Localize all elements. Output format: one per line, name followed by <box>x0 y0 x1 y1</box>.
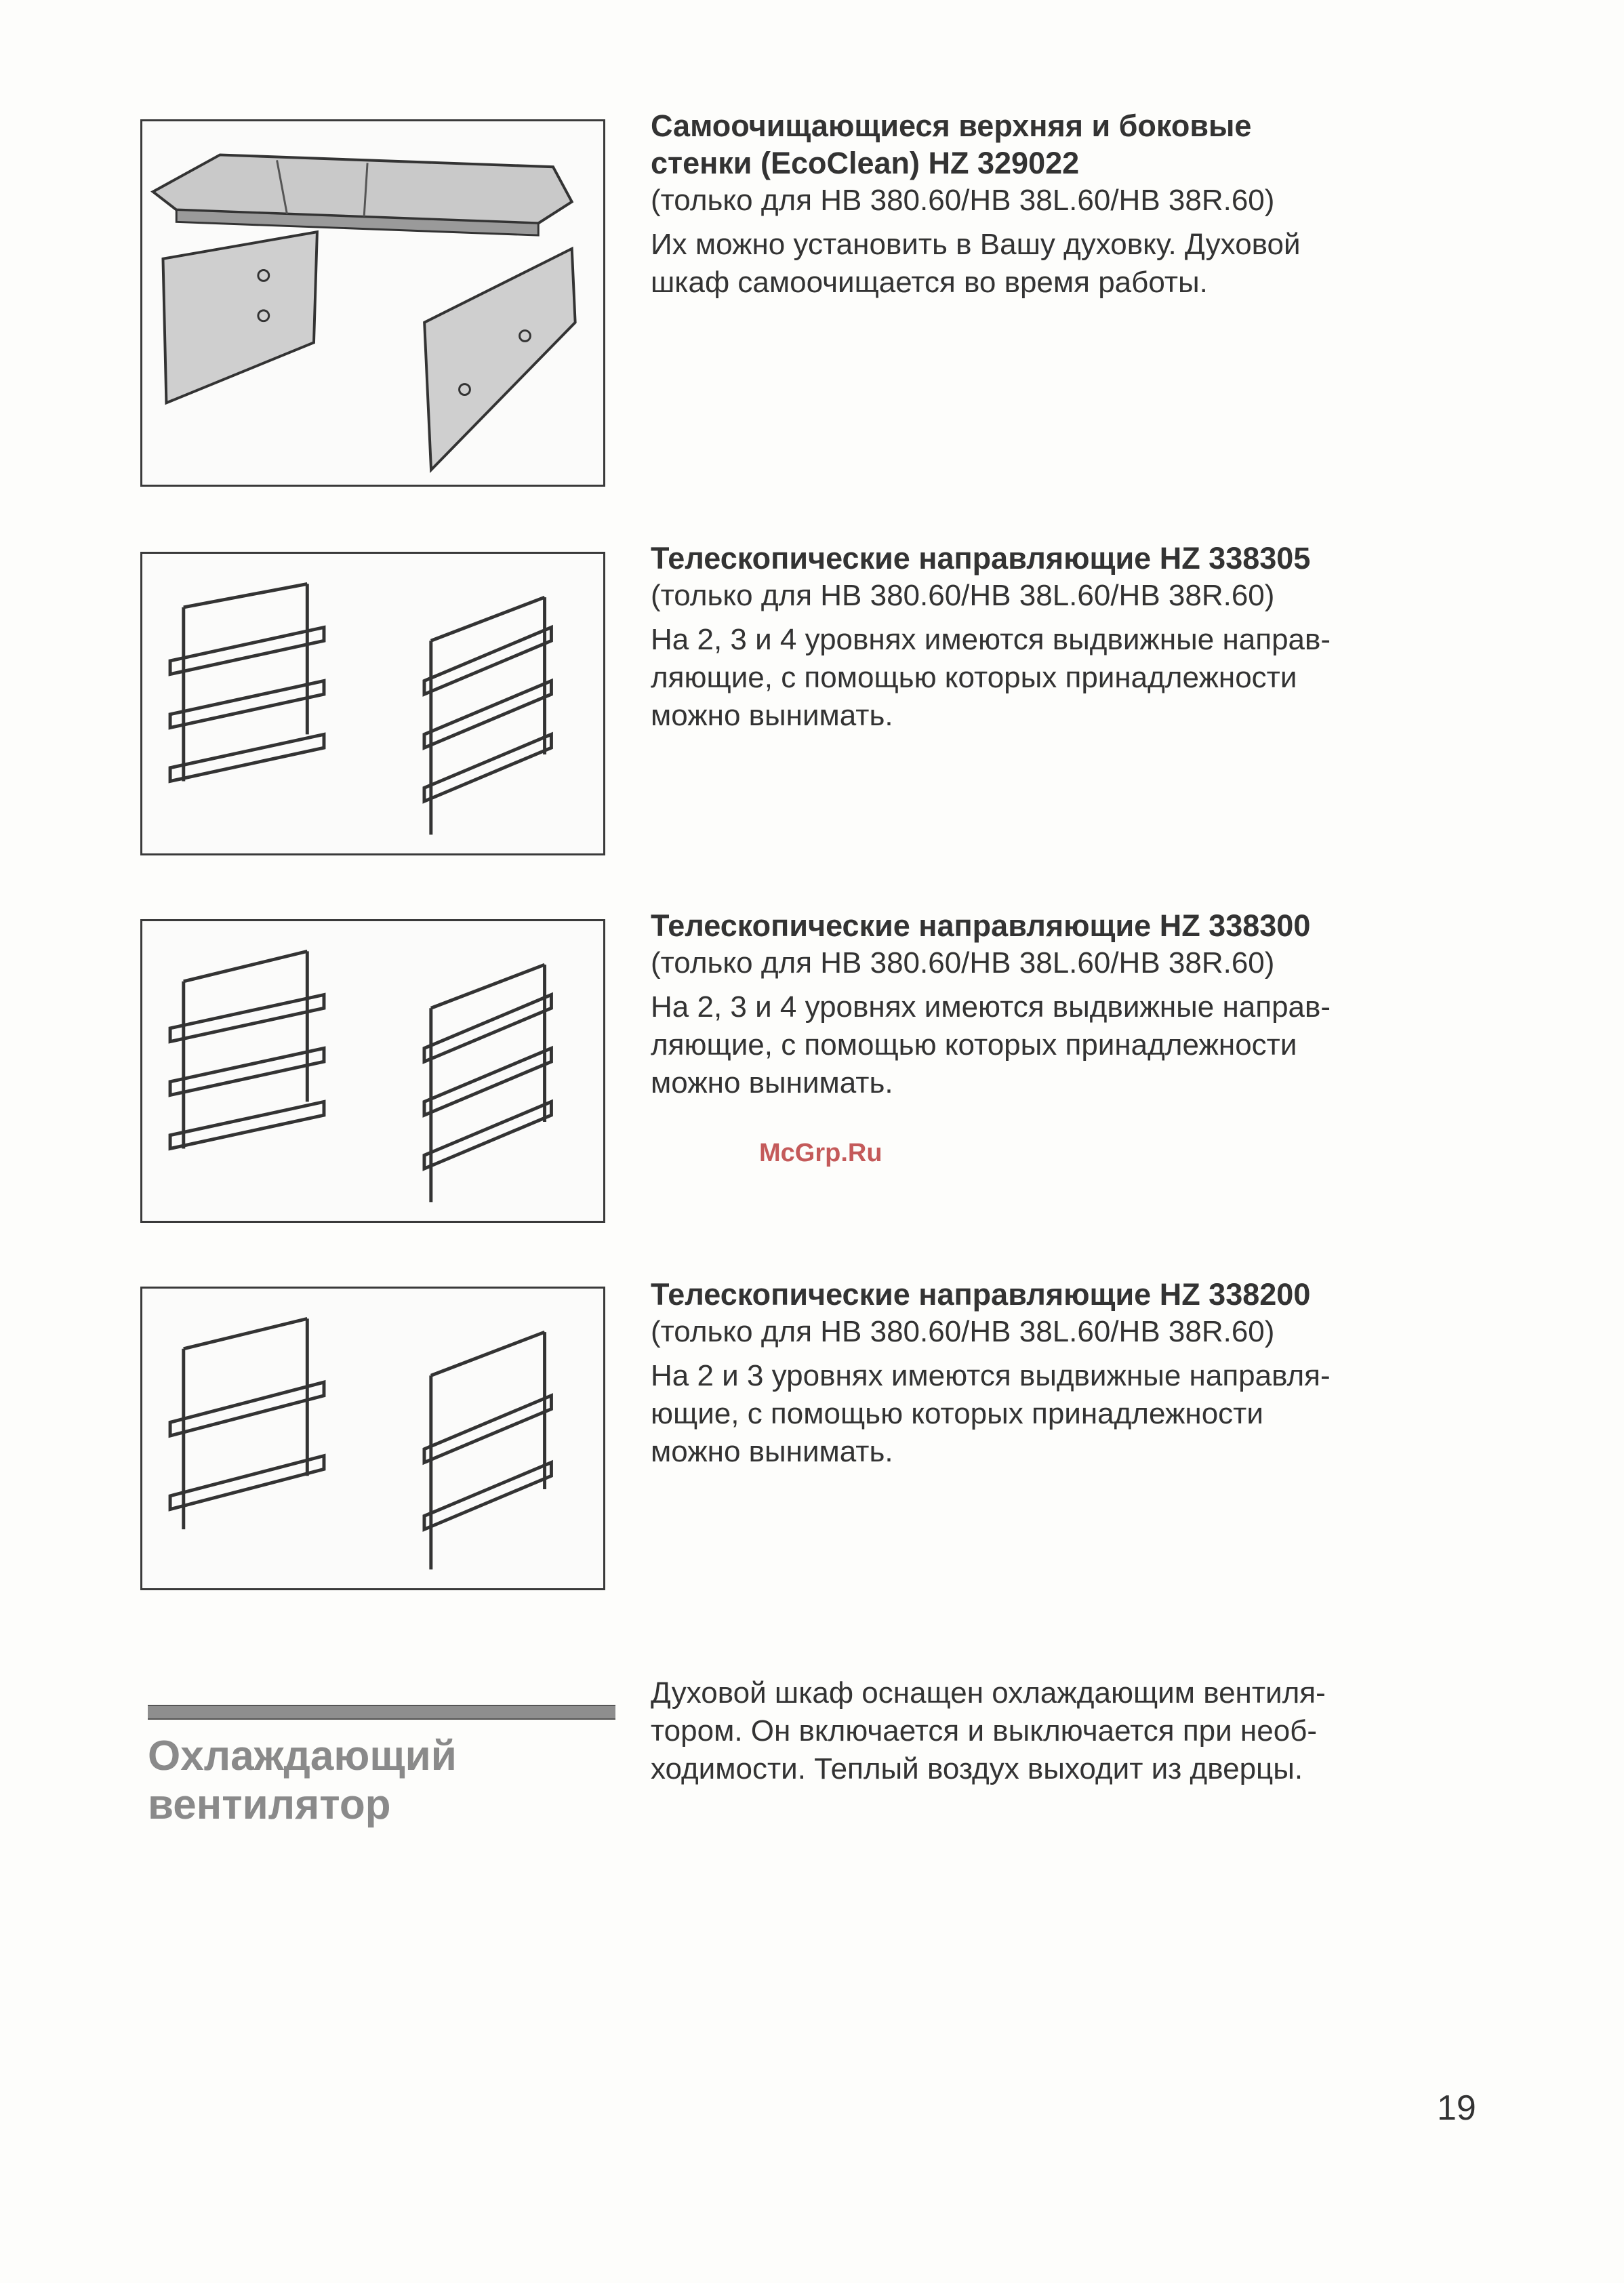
section-body-line1: Духовой шкаф оснащен охлаждающим вентиля- <box>651 1676 1326 1710</box>
rails-338200-drawing <box>142 1289 603 1588</box>
rails-338300-body-line3: можно вынимать. <box>651 1066 893 1099</box>
ecoclean-note: (только для HB 380.60/HB 38L.60/HB 38R.60) <box>651 184 1275 217</box>
ecoclean-title-line1: Самоочищающиеся верхняя и боковые <box>651 108 1252 143</box>
rails-338305-note: (только для HB 380.60/HB 38L.60/HB 38R.60) <box>651 579 1275 612</box>
ecoclean-body-line1: Их можно установить в Вашу духовку. Духовой <box>651 228 1301 261</box>
watermark: McGrp.Ru <box>759 1139 882 1167</box>
rails-338305-body-line1: На 2, 3 и 4 уровнях имеются выдвижные направ- <box>651 623 1331 656</box>
section-heading-line2: вентилятор <box>148 1781 391 1828</box>
rails-338300-body-line2: ляющие, с помощью которых принадлежности <box>651 1028 1297 1062</box>
section-body-line2: тором. Он включается и выключается при необ- <box>651 1714 1318 1747</box>
rails-338200-illustration <box>140 1287 605 1590</box>
rails-338200-note: (только для HB 380.60/HB 38L.60/HB 38R.60) <box>651 1315 1275 1348</box>
rails-338300-drawing <box>142 921 603 1221</box>
rails-338300-body-line1: На 2, 3 и 4 уровнях имеются выдвижные направ- <box>651 990 1331 1024</box>
rails-338200-body-line2: ющие, с помощью которых принадлежности <box>651 1397 1263 1430</box>
section-heading-line1: Охлаждающий <box>148 1733 457 1779</box>
rails-338200-body-line3: можно вынимать. <box>651 1435 893 1468</box>
ecoclean-title-line2: стенки (EcoClean) HZ 329022 <box>651 146 1080 180</box>
rails-338200-body-line1: На 2 и 3 уровнях имеются выдвижные направля- <box>651 1359 1331 1392</box>
rails-338305-body-line2: ляющие, с помощью которых принадлежности <box>651 661 1297 694</box>
section-heading <box>148 1732 622 1830</box>
rails-338305-text <box>651 540 1491 735</box>
page-number: 19 <box>1437 2088 1476 2128</box>
rails-338300-note: (только для HB 380.60/HB 38L.60/HB 38R.60) <box>651 946 1275 979</box>
ecoclean-panels-illustration <box>140 119 605 487</box>
rails-338300-text <box>651 907 1491 1102</box>
ecoclean-panels-drawing <box>142 121 603 485</box>
rails-338305-drawing <box>142 554 603 853</box>
rails-338300-title: Телескопические направляющие HZ 338300 <box>651 908 1311 943</box>
section-divider-bar <box>148 1705 615 1720</box>
ecoclean-text <box>651 107 1491 302</box>
section-body <box>651 1674 1491 1788</box>
rails-338200-text <box>651 1276 1491 1471</box>
ecoclean-body-line2: шкаф самоочищается во время работы. <box>651 266 1208 299</box>
section-body-line3: ходимости. Теплый воздух выходит из дверцы. <box>651 1752 1303 1785</box>
rails-338305-body-line3: можно вынимать. <box>651 699 893 732</box>
rails-338305-title: Телескопические направляющие HZ 338305 <box>651 541 1311 575</box>
rails-338300-illustration <box>140 919 605 1223</box>
rails-338200-title: Телескопические направляющие HZ 338200 <box>651 1277 1311 1312</box>
rails-338305-illustration <box>140 552 605 855</box>
